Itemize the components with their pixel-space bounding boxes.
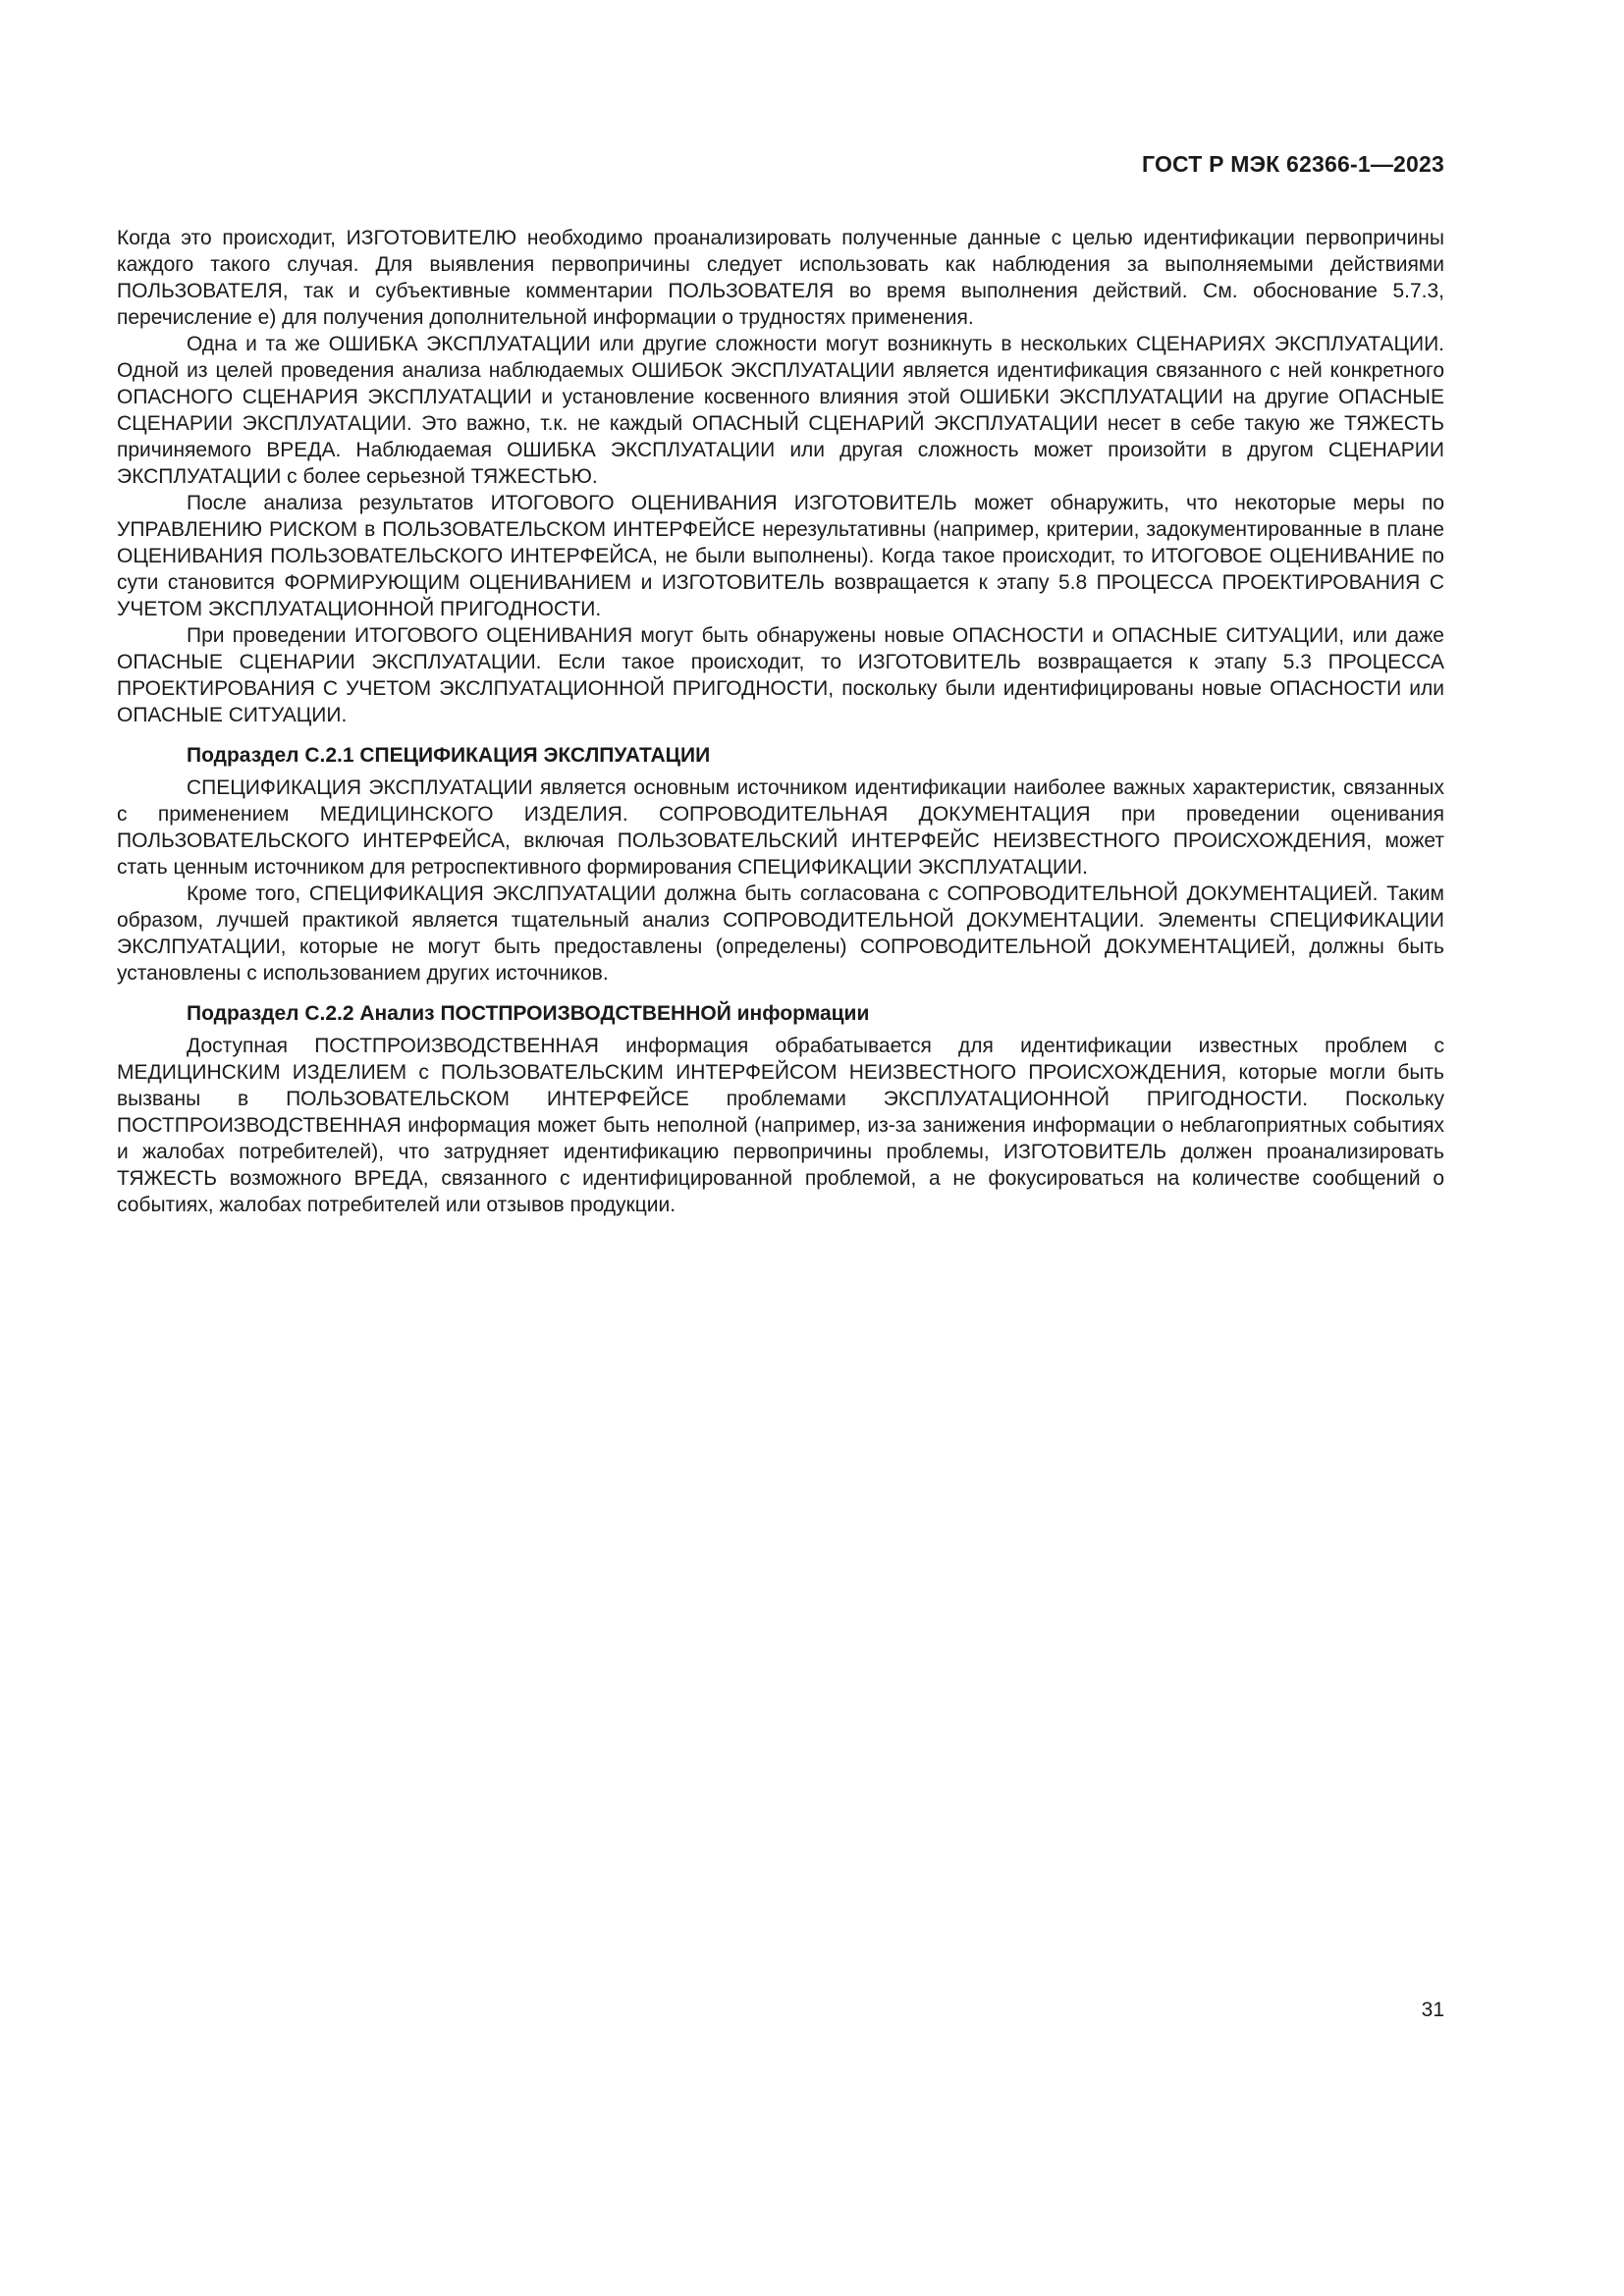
paragraph-3: После анализа результатов ИТОГОВОГО ОЦЕНИВАНИЯ ИЗГОТОВИТЕЛЬ может обнаружить, что некоторые меры по УПРАВЛЕНИЮ РИСКОМ в ПОЛЬЗОВАТЕЛЬСКОМ ИНТЕРФЕЙСЕ нерезультативны (например, критерии, задокументированные в плане ОЦЕНИВАНИЯ ПОЛЬЗОВАТЕЛЬСКОГО ИНТЕРФЕЙСА, не были выполнены). Когда такое происходит, то ИТОГОВОЕ ОЦЕНИВАНИЕ по сути становится ФОРМИРУЮЩИМ ОЦЕНИВАНИЕМ и ИЗГОТОВИТЕЛЬ возвращается к этапу 5.8 ПРОЦЕССА ПРОЕКТИРОВАНИЯ С УЧЕТОМ ЭКСПЛУАТАЦИОННОЙ ПРИГОДНОСТИ. <box>117 492 1444 620</box>
section-heading-c-2-2: Подраздел С.2.2 Анализ ПОСТПРОИЗВОДСТВЕННОЙ информации <box>187 1002 870 1025</box>
paragraph-7: Доступная ПОСТПРОИЗВОДСТВЕННАЯ информация обрабатывается для идентификации известных проблем с МЕДИЦИНСКИМ ИЗДЕЛИЕМ с ПОЛЬЗОВАТЕЛЬСКИМ ИНТЕРФЕЙСОМ НЕИЗВЕСТНОГО ПРОИСХОЖДЕНИЯ, которые могли быть вызваны в ПОЛЬЗОВАТЕЛЬСКОМ ИНТЕРФЕЙСЕ проблемами ЭКСПЛУАТАЦИОННОЙ ПРИГОДНОСТИ. Поскольку ПОСТПРОИЗВОДСТВЕННАЯ информация может быть неполной (например, из-за занижения информации о неблагоприятных событиях и жалобах потребителей), что затрудняет идентификацию первопричины проблемы, ИЗГОТОВИТЕЛЬ должен проанализировать ТЯЖЕСТЬ возможного ВРЕДА, связанного с идентифицированной проблемой, а не фокусироваться на количестве сообщений о событиях, жалобах потребителей или отзывов продукции. <box>117 1035 1444 1216</box>
paragraph-4: При проведении ИТОГОВОГО ОЦЕНИВАНИЯ могут быть обнаружены новые ОПАСНОСТИ и ОПАСНЫЕ СИТУАЦИИ, или даже ОПАСНЫЕ СЦЕНАРИИ ЭКСПЛУАТАЦИИ. Если такое происходит, то ИЗГОТОВИТЕЛЬ возвращается к этапу 5.3 ПРОЦЕССА ПРОЕКТИРОВАНИЯ С УЧЕТОМ ЭКСЛПУАТАЦИОННОЙ ПРИГОДНОСТИ, поскольку были идентифицированы новые ОПАСНОСТИ или ОПАСНЫЕ СИТУАЦИИ. <box>117 624 1444 726</box>
section-heading-c-2-1: Подраздел С.2.1 СПЕЦИФИКАЦИЯ ЭКСЛПУАТАЦИИ <box>187 744 711 767</box>
page-number: 31 <box>1421 1999 1444 2021</box>
paragraph-1: Когда это происходит, ИЗГОТОВИТЕЛЮ необходимо проанализировать полученные данные с целью идентификации первопричины каждого такого случая. Для выявления первопричины следует использовать как наблюдения за выполняемыми действиями ПОЛЬЗОВАТЕЛЯ, так и субъективные комментарии ПОЛЬЗОВАТЕЛЯ во время выполнения действий. См. обоснование 5.7.3, перечисление е) для получения дополнительной информации о трудностях применения. <box>117 227 1444 329</box>
paragraph-6: Кроме того, СПЕЦИФИКАЦИЯ ЭКСЛПУАТАЦИИ должна быть согласована с СОПРОВОДИТЕЛЬНОЙ ДОКУМЕНТАЦИЕЙ. Таким образом, лучшей практикой является тщательный анализ СОПРОВОДИТЕЛЬНОЙ ДОКУМЕНТАЦИИ. Элементы СПЕЦИФИКАЦИИ ЭКСЛПУАТАЦИИ, которые не могут быть предоставлены (определены) СОПРОВОДИТЕЛЬНОЙ ДОКУМЕНТАЦИЕЙ, должны быть установлены с использованием других источников. <box>117 882 1444 985</box>
paragraph-2: Одна и та же ОШИБКА ЭКСПЛУАТАЦИИ или другие сложности могут возникнуть в нескольких СЦЕНАРИЯХ ЭКСПЛУАТАЦИИ. Одной из целей проведения анализа наблюдаемых ОШИБОК ЭКСПЛУАТАЦИИ является идентификация связанного с ней конкретного ОПАСНОГО СЦЕНАРИЯ ЭКСПЛУАТАЦИИ и установление косвенного влияния этой ОШИБКИ ЭКСПЛУАТАЦИИ на другие ОПАСНЫЕ СЦЕНАРИИ ЭКСПЛУАТАЦИИ. Это важно, т.к. не каждый ОПАСНЫЙ СЦЕНАРИЙ ЭКСПЛУАТАЦИИ несет в себе такую же ТЯЖЕСТЬ причиняемого ВРЕДА. Наблюдаемая ОШИБКА ЭКСПЛУАТАЦИИ или другая сложность может произойти в другом СЦЕНАРИИ ЭКСПЛУАТАЦИИ с более серьезной ТЯЖЕСТЬЮ. <box>117 333 1444 488</box>
document-body <box>117 225 1444 1218</box>
paragraph-5: СПЕЦИФИКАЦИЯ ЭКСПЛУАТАЦИИ является основным источником идентификации наиболее важных характеристик, связанных с применением МЕДИЦИНСКОГО ИЗДЕЛИЯ. СОПРОВОДИТЕЛЬНАЯ ДОКУМЕНТАЦИЯ при проведении оценивания ПОЛЬЗОВАТЕЛЬСКОГО ИНТЕРФЕЙСА, включая ПОЛЬЗОВАТЕЛЬСКИЙ ИНТЕРФЕЙС НЕИЗВЕСТНОГО ПРОИСХОЖДЕНИЯ, может стать ценным источником для ретроспективного формирования СПЕЦИФИКАЦИИ ЭКСПЛУАТАЦИИ. <box>117 776 1444 879</box>
document-code-header: ГОСТ Р МЭК 62366-1—2023 <box>1142 151 1444 177</box>
